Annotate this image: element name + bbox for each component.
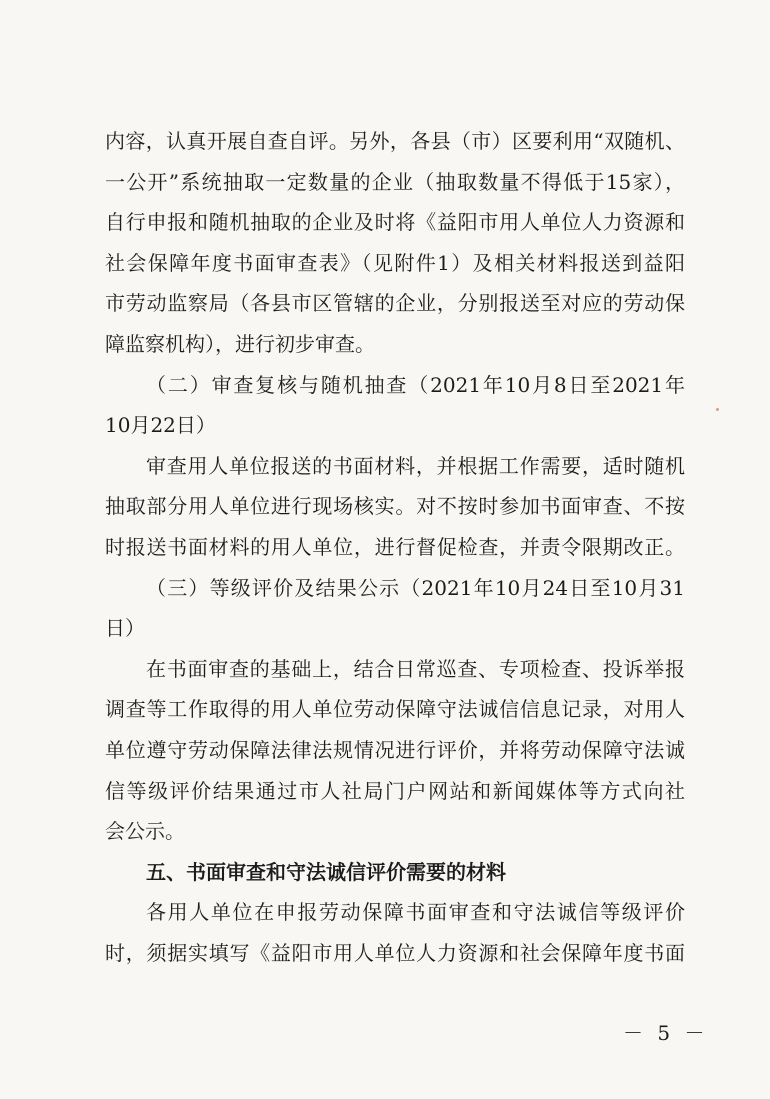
text-line: 时报送书面材料的用人单位，进行督促检查，并责令限期改正。 bbox=[105, 535, 685, 559]
text-line: 会公示。 bbox=[105, 819, 185, 844]
paragraph-first-line: 各用人单位在申报劳动保障书面审查和守法诚信等级评价 bbox=[146, 900, 685, 925]
text-line: 一公开”系统抽取一定数量的企业（抽取数量不得低于15家）， bbox=[105, 169, 685, 194]
text-line: 单位遵守劳动保障法律法规情况进行评价，并将劳动保障守法诚 bbox=[105, 738, 685, 762]
scan-speck bbox=[716, 408, 719, 411]
section-subheading: （二）审查复核与随机抽查（2021年10月8日至2021年 bbox=[146, 372, 685, 397]
paragraph-first-line: 审查用人单位报送的书面材料，并根据工作需要，适时随机 bbox=[146, 453, 685, 478]
text-line: 社会保障年度书面审查表》（见附件1）及相关材料报送到益阳 bbox=[105, 250, 685, 275]
text-line: 内容，认真开展自查自评。另外，各县（市）区要利用“双随机、 bbox=[105, 129, 685, 153]
text-line: 信等级评价结果通过市人社局门户网站和新闻媒体等方式向社 bbox=[105, 778, 685, 803]
page-number: － 5 － bbox=[623, 1021, 709, 1045]
section-heading: 五、书面审查和守法诚信评价需要的材料 bbox=[146, 859, 506, 884]
text-line: 时，须据实填写《益阳市用人单位人力资源和社会保障年度书面 bbox=[105, 941, 685, 965]
paragraph-first-line: 在书面审查的基础上，结合日常巡查、专项检查、投诉举报 bbox=[146, 656, 685, 681]
text-line: 抽取部分用人单位进行现场核实。对不按时参加书面审查、不按 bbox=[105, 494, 685, 519]
text-line: 障监察机构），进行初步审查。 bbox=[105, 332, 375, 356]
section-subheading: （三）等级评价及结果公示（2021年10月24日至10月31 bbox=[146, 575, 685, 600]
text-line: 10月22日） bbox=[105, 413, 216, 438]
text-line: 日） bbox=[105, 616, 145, 641]
text-line: 调查等工作取得的用人单位劳动保障守法诚信信息记录，对用人 bbox=[105, 697, 685, 722]
text-line: 自行申报和随机抽取的企业及时将《益阳市用人单位人力资源和 bbox=[105, 210, 685, 235]
text-line: 市劳动监察局（各县市区管辖的企业，分别报送至对应的劳动保 bbox=[105, 291, 685, 316]
